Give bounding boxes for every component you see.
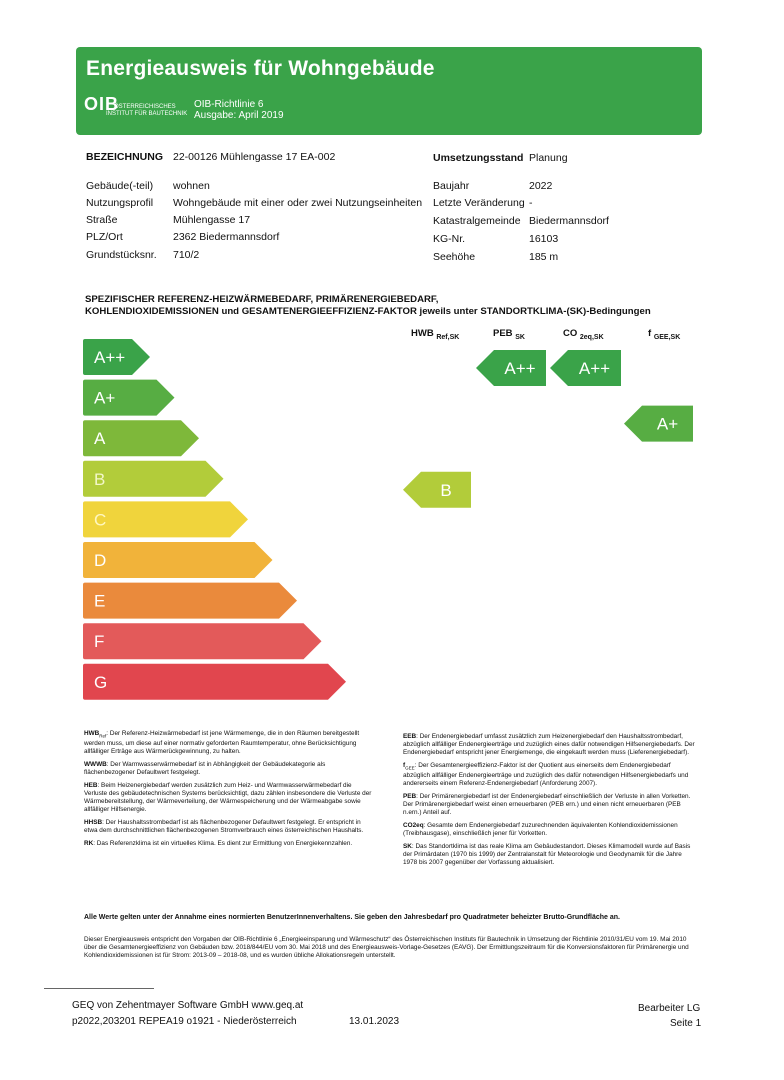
class-label: B (94, 469, 106, 489)
legend-left (84, 730, 374, 848)
info-value: Mühlengasse 17 (173, 214, 251, 226)
info-label: PLZ/Ort (86, 231, 123, 243)
oib-logo: OIB (84, 94, 120, 114)
info-label: Baujahr (433, 180, 470, 192)
assumption-note: Alle Werte gelten unter der Annahme eines normierten BenutzerInnenverhaltens. Sie geben den Jahresbedarf pro Quadratmeter beheizter Brutto-Grundfläche an. (84, 914, 621, 921)
rating-arrow (403, 472, 471, 508)
guideline-edition: Ausgabe: April 2019 (194, 110, 284, 121)
footer-code: p2022,203201 REPEA19 o1921 - Niederösterreich (72, 1016, 297, 1027)
legend-entry: $f_{GEE}$: Der Gesamtenergieeffizienz-Faktor ist der Quotient aus einerseits dem Endenergiebedarf abzüglich allfälliger Endenergieerträge und zuzüglich des dafür notwendigen Hilfsenergiebedarfs und andererseits einem Referenz-Endenergiebedarf (Anforderung 2007). (403, 762, 689, 788)
section-title-line-2: KOHLENDIOXIDEMISSIONEN und GESAMTENERGIEEFFIZIENZ-FAKTOR jeweils unter STANDORTKLIMA-(SK)-Bedingungen (85, 306, 651, 317)
class-label: D (94, 551, 107, 570)
implementation-status-value: Planung (529, 152, 568, 164)
rating-label: A++ (578, 359, 611, 378)
rating-label: A+ (656, 414, 679, 434)
column-header-co2: CO $_{2eq,SK}$ (563, 328, 604, 341)
info-label: Nutzungsprofil (86, 197, 154, 209)
guideline-name: OIB-Richtlinie 6 (194, 99, 264, 110)
class-bar-e (83, 583, 297, 619)
legend-entry: PEB: Der Primärenergiebedarf ist der Endenergiebedarf einschließlich der Verluste in allen Vorketten. Der Primärenergiebedarf weist einen erneuerbaren (PEB ern.) und einen nicht erneuerbaren (PEB n.ern.) Anteil auf. (403, 793, 691, 817)
designation-label: BEZEICHNUNG (86, 151, 164, 163)
info-value: 710/2 (173, 249, 200, 261)
legend-entry: RK: Das Referenzklima ist ein virtuelles Klima. Es dient zur Ermittlung von Energiekennzahlen. (84, 840, 353, 848)
info-value: 2022 (529, 180, 553, 192)
oib-logo-subtitle-2: INSTITUT FÜR BAUTECHNIK (106, 111, 188, 117)
implementation-status-label: Umsetzungsstand (433, 152, 524, 164)
info-label: Letzte Veränderung (433, 197, 525, 209)
info-value: Biedermannsdorf (529, 215, 609, 227)
class-bar-f (83, 623, 322, 659)
legend-entry: HEB: Beim Heizenergiebedarf werden zusätzlich zum Heiz- und Warmwasserwärmebedarf die Verluste des gebäudetechnischen Systems berücksichtigt, dazu zählen insbesondere die Verluste der Wärmebereitstellung, der Wärmeverteilung, der Wärmespeicherung und der Wärmeabgabe sowie allfälliger Hilfsenergie. (84, 782, 372, 814)
column-header-fgee: f $_{GEE,SK}$ (648, 328, 681, 341)
footer-divider (44, 988, 154, 989)
legend-entry: WWWB: Der Warmwasserwärmebedarf ist in Abhängigkeit der Gebäudekategorie als flächenbezogener Defaultwert festgelegt. (84, 761, 326, 777)
legend-entry: SK: Das Standortklima ist das reale Klima am Gebäudestandort. Dieses Klimamodell wurde auf Basis der Primärdaten (1970 bis 1999) der Zentralanstalt für Meteorologie und Geodynamik für die Jahre 1978 bis 2007 gegenüber der Vorfassung aktualisiert. (403, 843, 691, 867)
info-label: Straße (86, 214, 118, 226)
class-label: G (94, 672, 108, 692)
legend-right (403, 733, 695, 867)
info-value: - (529, 197, 533, 209)
legend-entry: CO2eq: Gesamte dem Endenergiebedarf zuzurechnenden äquivalenten Kohlendioxidemissionen (Treibhausgase), einschließlich jener für Vorketten. (403, 822, 678, 838)
footer-page: Seite 1 (670, 1018, 702, 1029)
rating-label: A++ (504, 359, 536, 378)
legend-entry: $HWB_{Ref}$: Der Referenz-Heizwärmebedarf ist jene Wärmemenge, die in den Räumen bereitgestellt werden muss, um diese auf einer normativ geforderten Raumtemperatur, ohne Berücksichtigung allfälliger Erträge aus Wärmerückgewinnung, zu halten. (84, 730, 360, 756)
info-value: Wohngebäude mit einer oder zwei Nutzungseinheiten (173, 197, 423, 209)
info-value: 16103 (529, 233, 559, 245)
info-value: wohnen (173, 180, 210, 192)
designation-value: 22-00126 Mühlengasse 17 EA-002 (173, 151, 336, 163)
footer-date: 13.01.2023 (349, 1016, 400, 1027)
footer-software: GEQ von Zehentmayer Software GmbH www.geq.at (72, 1000, 304, 1011)
class-bar-d (83, 542, 273, 578)
info-label: Grundstücksnr. (86, 249, 157, 261)
class-bar-c (83, 501, 248, 537)
class-label: A+ (94, 388, 116, 408)
column-header-peb: PEB $_{SK}$ (493, 328, 525, 341)
info-label: KG-Nr. (433, 233, 466, 245)
oib-logo-subtitle-1: ÖSTERREICHISCHES (114, 104, 176, 110)
legend-entry: HHSB: Der Haushaltsstrombedarf ist als flächenbezogener Defaultwert festgelegt. Er entspricht in etwa dem durchschnittlichen flächenbezogenen Stromverbrauch eines österreichischen Haushalts. (84, 819, 364, 835)
class-label: F (94, 632, 105, 652)
class-label: A (94, 429, 106, 449)
footer-editor: Bearbeiter LG (638, 1003, 701, 1014)
column-header-hwb: HWB $_{Ref,SK}$ (411, 328, 460, 341)
class-label: E (94, 591, 106, 611)
rating-label: B (440, 480, 452, 500)
section-title-line-1: SPEZIFISCHER REFERENZ-HEIZWÄRMEBEDARF, PRIMÄRENERGIEBEDARF, (85, 294, 439, 305)
class-label: C (94, 510, 107, 530)
info-value: 2362 Biedermannsdorf (173, 231, 280, 243)
info-label: Gebäude(-teil) (86, 180, 154, 192)
info-value: 185 m (529, 251, 559, 263)
class-label: A++ (94, 348, 126, 367)
document-title: Energieausweis für Wohngebäude (86, 57, 435, 80)
class-bar-g (83, 664, 346, 700)
legal-disclaimer: Dieser Energieausweis entspricht den Vorgaben der OIB-Richtlinie 6 „Energieeinsparung und Wärmeschutz“ des Österreichischen Instituts für Bautechnik in Umsetzung der Richtlinie 2010/31/EU vom 19. Mai 2010 über die Gesamtenergieeffizienz von Gebäuden bzw. 2018/844/EU vom 30. Mai 2018 und des Energieausweis-Vorlage-Gesetzes (EAVG). Der Ermittlungszeitraum für die Konversionsfaktoren für Primärenergie und Kohlendioxidemissionen ist für Strom: 2013-09 – 2018-08, und es wurden übliche Allokationsregeln unterstellt. (84, 936, 689, 959)
info-label: Seehöhe (433, 251, 476, 263)
info-label: Katastralgemeinde (433, 215, 521, 227)
legend-entry: EEB: Der Endenergiebedarf umfasst zusätzlich zum Heizenergiebedarf den Haushaltsstrombedarf, abzüglich allfälliger Endenergieerträge und zuzüglich eines dafür notwendigen Hilfsenergiebedarfs. Der Endenergiebedarf entspricht jener Energiemenge, die eingekauft werden muss (Lieferenergiebedarf). (403, 733, 695, 756)
